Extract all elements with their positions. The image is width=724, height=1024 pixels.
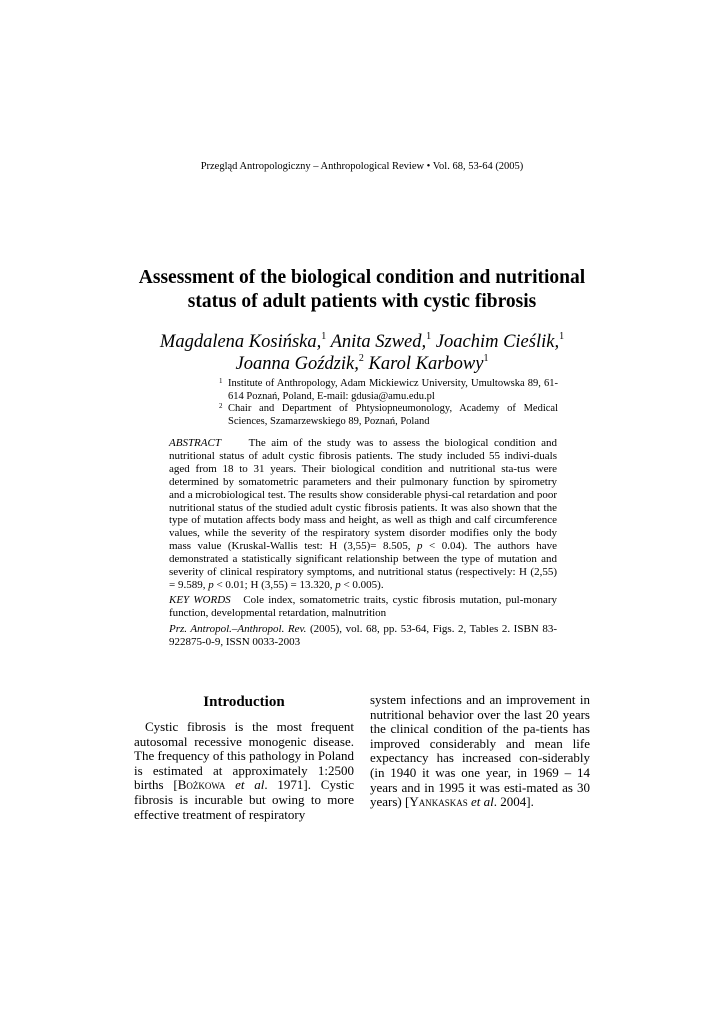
- et-al: et al: [471, 794, 494, 810]
- affiliation-text: Chair and Department of Phtysiopneumonology, Academy of Medical Sciences, Szamarzewskiego 89, Poznań, Poland: [228, 403, 558, 427]
- title-line-2: status of adult patients with cystic fibrosis: [187, 291, 537, 312]
- author-name: Anita Szwed,: [330, 332, 427, 352]
- cited-author: Yankaskas: [409, 794, 468, 810]
- citation: [169, 623, 557, 649]
- affiliation-item: [218, 403, 558, 428]
- p-symbol: p: [335, 578, 341, 591]
- affiliation-number: 1: [219, 377, 223, 385]
- abstract-text: < 0.01; H (3,55) = 13.320,: [216, 578, 333, 591]
- affiliation-number: 2: [219, 402, 223, 410]
- journal-header: Przegląd Antropologiczny – Anthropological Review • Vol. 68, 53-64 (2005): [200, 161, 524, 172]
- author-affiliation-mark: 1: [483, 352, 489, 364]
- authors-line-2: [110, 354, 614, 376]
- abstract-paragraph: [169, 437, 557, 592]
- citation-journal: Prz. Antropol.–Anthropol. Rev.: [169, 622, 307, 635]
- author-name: Magdalena Kosińska,: [159, 332, 322, 352]
- title-line-1: Assessment of the biological condition and nutritional: [138, 267, 586, 288]
- body-text: . 2004].: [493, 794, 534, 810]
- p-symbol: p: [208, 578, 214, 591]
- keywords-label: KEY WORDS: [169, 593, 231, 606]
- et-al: et al: [235, 777, 265, 793]
- author-name: Joachim Cieślik,: [435, 332, 560, 352]
- body-text: Cystic fibrosis is the most frequent autosomal recessive monogenic disease. The frequency of this pathology in Poland is estimated at approximately 1:2500 births [: [134, 719, 354, 793]
- body-text: system infections and an improvement in nutritional behavior over the last 20 years the clinical condition of the pa-tients has improved considerably and mean life expectancy has increased con-siderably (in 1940 it was one year, in 1969 – 14 years and in 1995 it was esti-mated as 30 years) [: [370, 692, 590, 810]
- author-affiliation-mark: 1: [559, 331, 565, 342]
- authors-line-1: [110, 332, 614, 354]
- keywords-text: Cole index, somatometric traits, cystic fibrosis mutation, pul-monary function, developmental retardation, malnutrition: [169, 593, 558, 619]
- cited-author: Bożkowa: [177, 777, 226, 793]
- abstract-text: < 0.04). The authors have demonstrated a statistically significant relationship between the type of mutation and severity of clinical respiratory symptoms, and nutritional status (respectively: H (2,55) = 9.589,: [169, 540, 558, 591]
- citation-text: (2005), vol. 68, pp. 53-64, Figs. 2, Tables 2. ISBN 83-922875-0-9, ISSN 0033-2003: [169, 622, 557, 648]
- author-affiliation-mark: 1: [321, 331, 327, 342]
- intro-column-left: [134, 720, 354, 822]
- author-affiliation-mark: 2: [358, 352, 364, 364]
- author-list: [110, 332, 614, 375]
- affiliation-item: [218, 378, 558, 403]
- p-symbol: p: [417, 540, 423, 553]
- author-affiliation-mark: 1: [426, 331, 432, 342]
- intro-column-right: [370, 693, 590, 810]
- body-text: . 1971]. Cystic fibrosis is incurable but owing to more effective treatment of respiratory: [134, 777, 354, 822]
- affiliation-text: Institute of Anthropology, Adam Mickiewicz University, Umultowska 89, 61-614 Poznań, Poland, E-mail: gdusia@amu.edu.pl: [228, 378, 558, 402]
- author-name: Joanna Goździk,: [235, 353, 359, 374]
- section-heading-introduction: Introduction: [203, 694, 285, 710]
- abstract-block: [169, 437, 557, 649]
- affiliations: [218, 378, 558, 428]
- author-name: Karol Karbowy: [368, 353, 484, 374]
- abstract-text: The aim of the study was to assess the biological condition and nutritional status of adult cystic fibrosis patients. The study included 55 indivi-duals aged from 18 to 31 years. Their biological condition and nutritional sta-tus were determined by somatometric parameters and their pulmonary function by spirometry and a microbiological test. The results show considerable physi-cal retardation and poor nutritional status of the studied adult cystic fibrosis patients. It was also shown that the type of mutation affects body mass and height, as well as thigh and calf circumference values, while the severity of the respiratory system disorder modifies only the body mass value (Kruskal-Wallis test: H (3,55)= 8.505,: [169, 437, 557, 553]
- abstract-label: ABSTRACT: [169, 437, 221, 449]
- paper-title: [100, 266, 624, 314]
- keywords: [169, 594, 557, 620]
- abstract-text: < 0.005).: [343, 578, 384, 591]
